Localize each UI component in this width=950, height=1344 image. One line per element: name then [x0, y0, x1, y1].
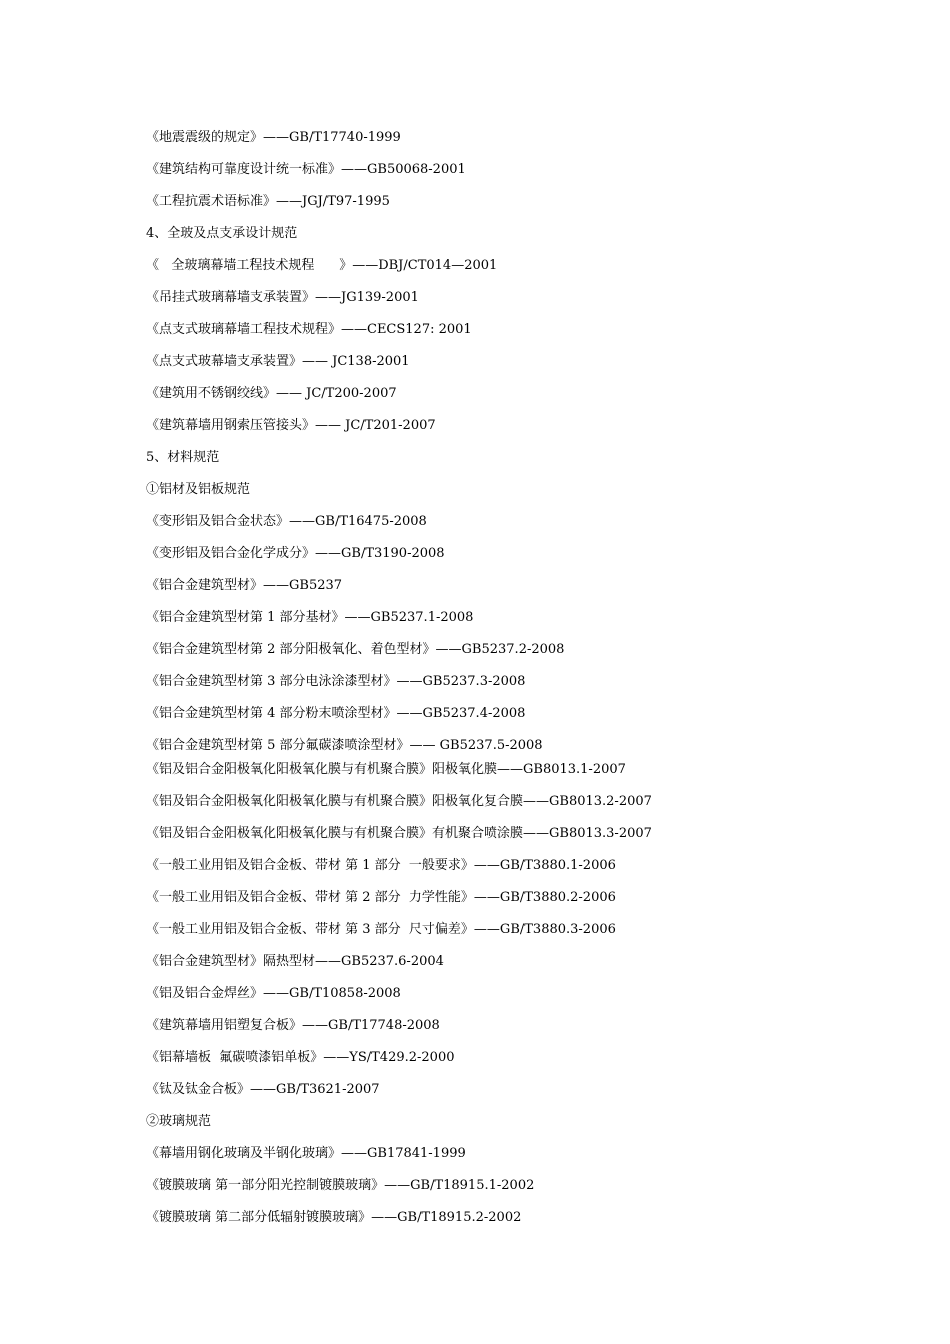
text-line: 《一般工业用铝及铝合金板、带材 第 2 部分 力学性能》——GB/T3880.2-2006: [146, 890, 616, 905]
text-line: 《一般工业用铝及铝合金板、带材 第 1 部分 一般要求》——GB/T3880.1-2006: [146, 858, 616, 873]
text-line: 《建筑结构可靠度设计统一标准》——GB50068-2001: [146, 162, 466, 177]
text-line: 《铝及铝合金阳极氧化阳极氧化膜与有机聚合膜》阳极氧化复合膜——GB8013.2-2007: [146, 794, 652, 809]
subsection-heading: ②玻璃规范: [146, 1114, 212, 1129]
text-line: 《吊挂式玻璃幕墙支承装置》——JG139-2001: [146, 290, 419, 305]
section-heading: 5、材料规范: [146, 450, 220, 465]
text-line: 《变形铝及铝合金化学成分》——GB/T3190-2008: [146, 546, 445, 561]
text-line: 《铝及铝合金阳极氧化阳极氧化膜与有机聚合膜》有机聚合喷涂膜——GB8013.3-2007: [146, 826, 652, 841]
text-line: 《铝合金建筑型材》隔热型材——GB5237.6-2004: [146, 954, 444, 969]
text-line: 《变形铝及铝合金状态》——GB/T16475-2008: [146, 514, 427, 529]
text-line: 《建筑用不锈钢绞线》—— JC/T200-2007: [146, 386, 397, 401]
text-line: 《镀膜玻璃 第二部分低辐射镀膜玻璃》——GB/T18915.2-2002: [146, 1210, 522, 1225]
text-line: 《建筑幕墙用铝塑复合板》——GB/T17748-2008: [146, 1018, 440, 1033]
text-line: 《镀膜玻璃 第一部分阳光控制镀膜玻璃》——GB/T18915.1-2002: [146, 1178, 535, 1193]
text-line: 《 全玻璃幕墙工程技术规程 》——DBJ/CT014—2001: [146, 258, 498, 273]
text-line: 《铝合金建筑型材第 5 部分氟碳漆喷涂型材》—— GB5237.5-2008: [146, 738, 543, 753]
text-line: 《铝合金建筑型材第 3 部分电泳涂漆型材》——GB5237.3-2008: [146, 674, 526, 689]
text-line: 《点支式玻璃幕墙工程技术规程》——CECS127: 2001: [146, 322, 472, 337]
text-line: 《建筑幕墙用钢索压管接头》—— JC/T201-2007: [146, 418, 436, 433]
text-line: 《铝幕墙板 氟碳喷漆铝单板》——YS/T429.2-2000: [146, 1050, 455, 1065]
text-line: 《点支式玻幕墙支承装置》—— JC138-2001: [146, 354, 410, 369]
text-line: 《铝及铝合金阳极氧化阳极氧化膜与有机聚合膜》阳极氧化膜——GB8013.1-2007: [146, 762, 626, 777]
text-line: 《铝合金建筑型材第 2 部分阳极氧化、着色型材》——GB5237.2-2008: [146, 642, 565, 657]
text-line: 《铝合金建筑型材》——GB5237: [146, 578, 343, 593]
subsection-heading: ①铝材及铝板规范: [146, 482, 251, 497]
text-line: 《一般工业用铝及铝合金板、带材 第 3 部分 尺寸偏差》——GB/T3880.3-2006: [146, 922, 616, 937]
text-line: 《铝合金建筑型材第 1 部分基材》——GB5237.1-2008: [146, 610, 474, 625]
text-line: 《工程抗震术语标准》——JGJ/T97-1995: [146, 194, 390, 209]
text-line: 《铝及铝合金焊丝》——GB/T10858-2008: [146, 986, 401, 1001]
text-line: 《铝合金建筑型材第 4 部分粉末喷涂型材》——GB5237.4-2008: [146, 706, 526, 721]
text-line: 《地震震级的规定》——GB/T17740-1999: [146, 130, 401, 145]
text-line: 《幕墙用钢化玻璃及半钢化玻璃》——GB17841-1999: [146, 1146, 466, 1161]
text-line: 《钛及钛金合板》——GB/T3621-2007: [146, 1082, 380, 1097]
section-heading: 4、全玻及点支承设计规范: [146, 226, 298, 241]
